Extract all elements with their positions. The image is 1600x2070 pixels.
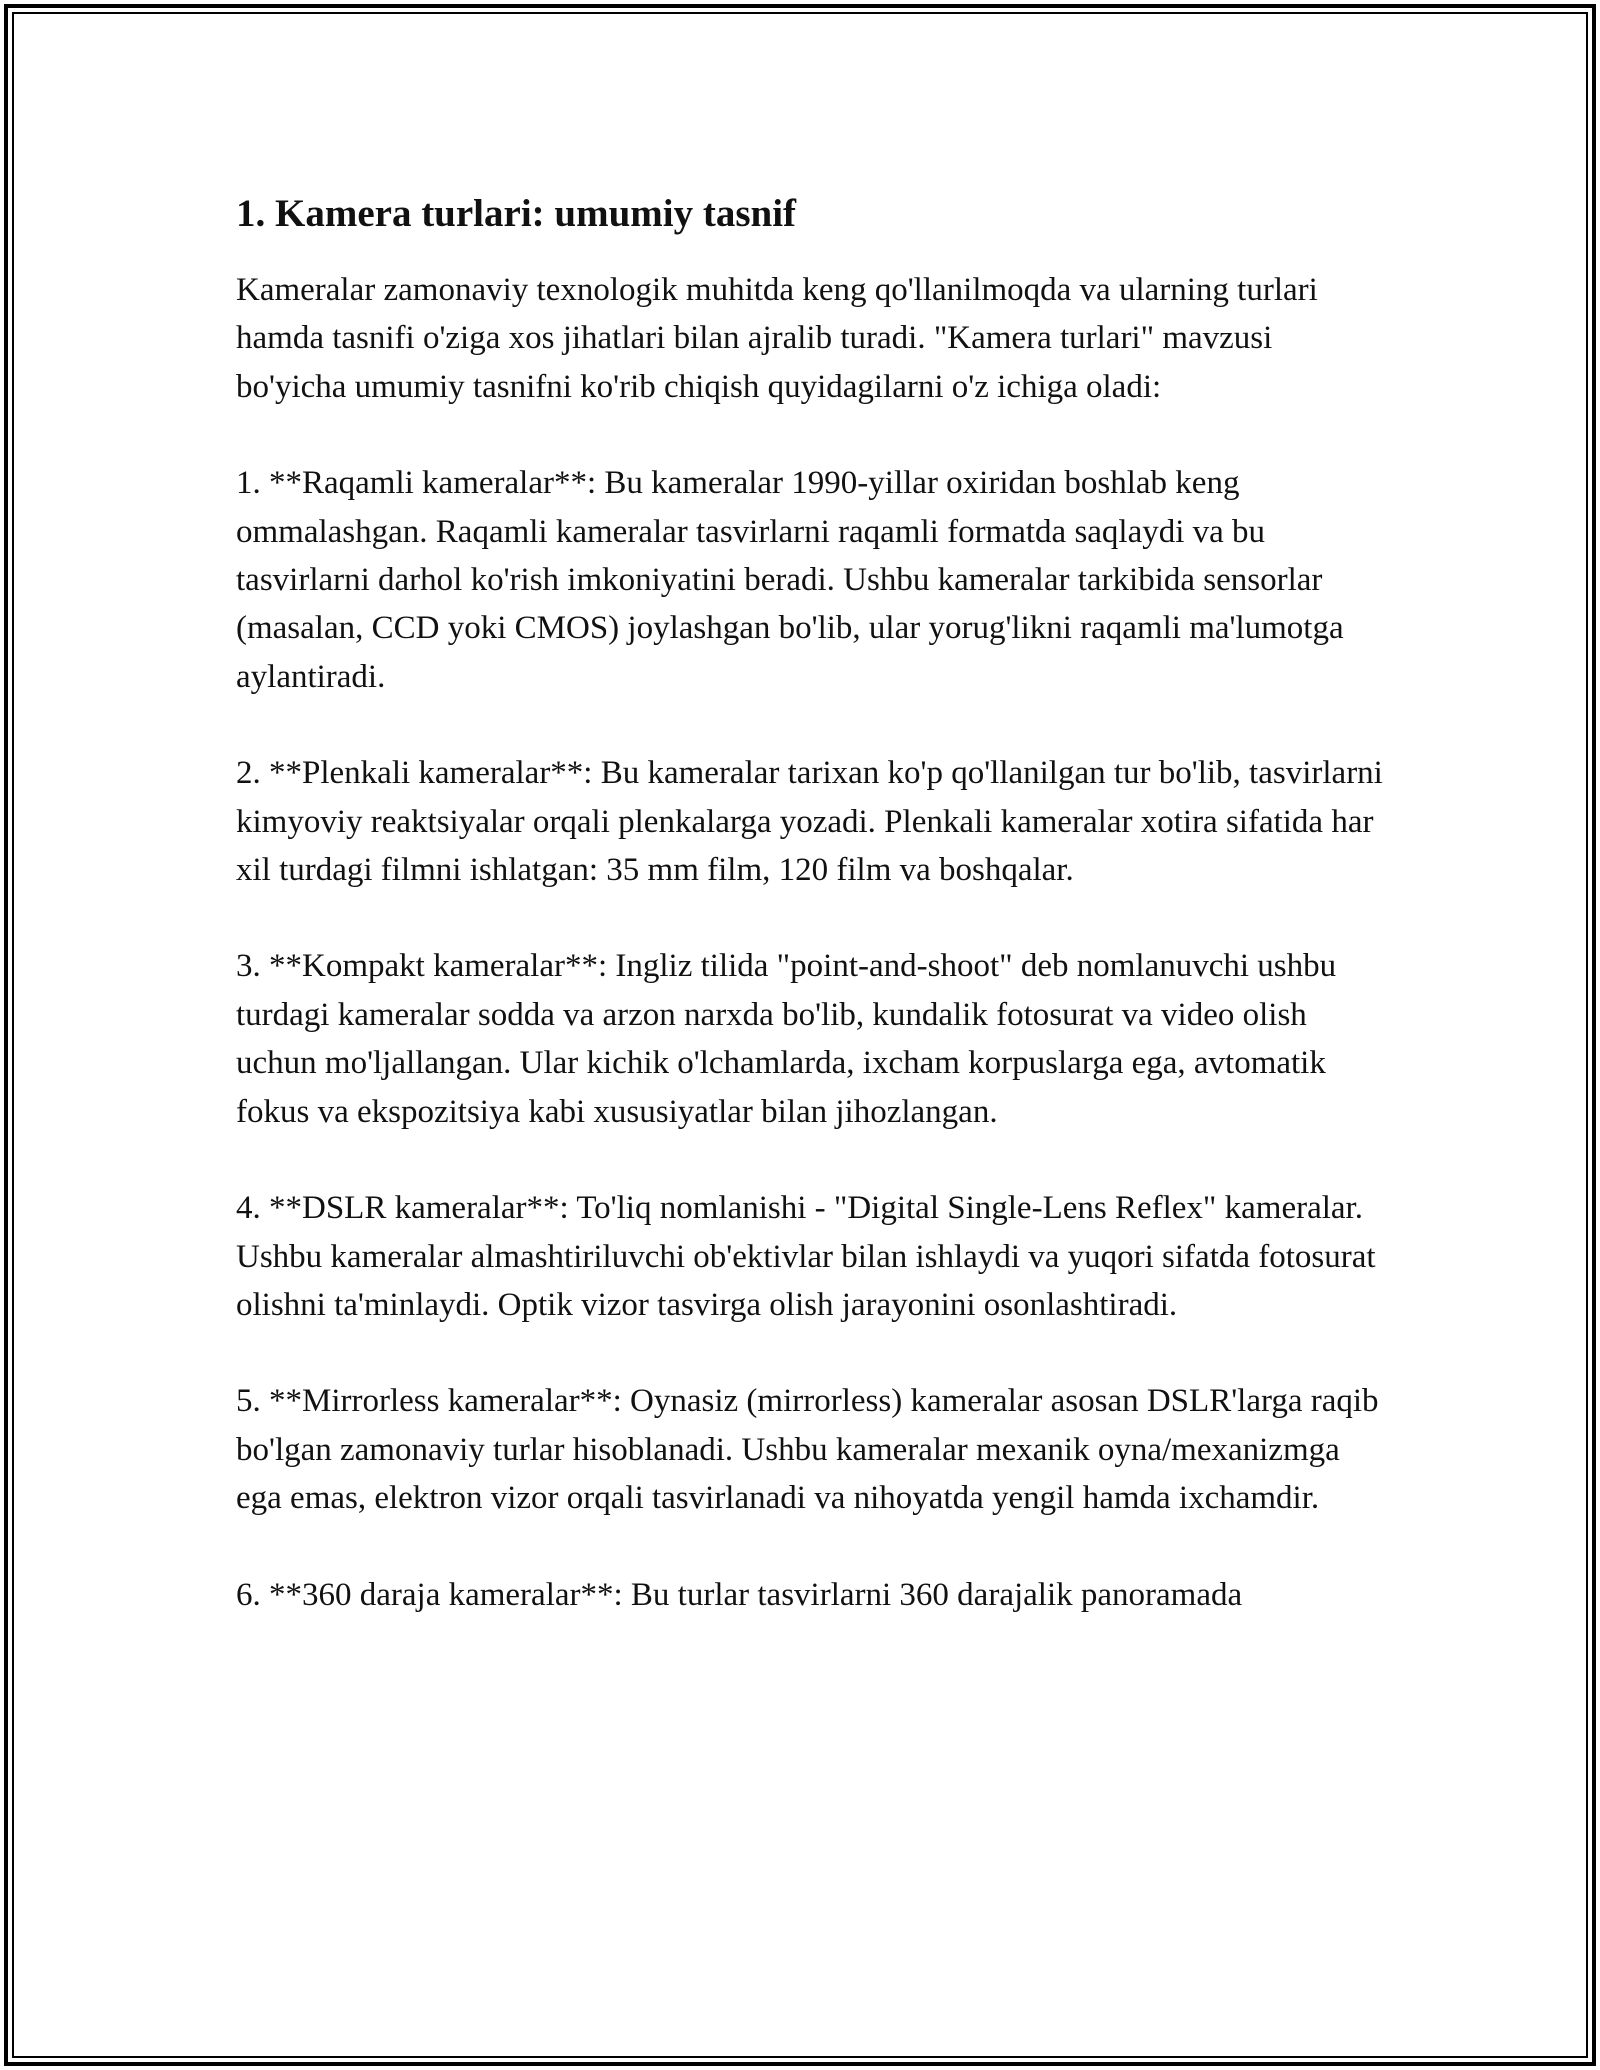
paragraph-360-cameras: 6. **360 daraja kameralar**: Bu turlar tasvirlarni 360 darajalik panoramada [236, 1576, 1243, 1613]
paragraph-dslr-cameras: 4. **DSLR kameralar**: To'liq nomlanishi - "Digital Single-Lens Reflex" kameralar. Ushbu kameralar almashtiriluvchi ob'ektivlar bilan ishlaydi va yuqori sifatda fotosurat olishni ta'minlaydi. Optik vizor tasvirga olish jarayonini osonlashtiradi. [236, 1190, 1376, 1323]
paragraph-compact-cameras: 3. **Kompakt kameralar**: Ingliz tilida "point-and-shoot" deb nomlanuvchi ushbu turdagi kameralar sodda va arzon narxda bo'lib, kundalik fotosurat va video olish uchun mo'ljallangan. Ular kichik o'lchamlarda, ixcham korpuslarga ega, avtomatik fokus va ekspozitsiya kabi xususiyatlar bilan jihozlangan. [236, 948, 1337, 1130]
intro-paragraph: Kameralar zamonaviy texnologik muhitda keng qo'llanilmoqda va ularning turlari hamda tasnifi o'ziga xos jihatlari bilan ajralib turadi. "Kamera turlari" mavzusi bo'yicha umumiy tasnifni ko'rib chiqish quyidagilarni o'z ichiga oladi: [236, 272, 1318, 405]
document-page [236, 186, 1386, 1619]
paragraph-mirrorless-cameras: 5. **Mirrorless kameralar**: Oynasiz (mirrorless) kameralar asosan DSLR'larga raqib bo'lgan zamonaviy turlar hisoblanadi. Ushbu kameralar mexanik oyna/mexanizmga ega emas, elektron vizor orqali tasvirlanadi va nihoyatda yengil hamda ixchamdir. [236, 1383, 1379, 1517]
paragraph-film-cameras: 2. **Plenkali kameralar**: Bu kameralar tarixan ko'p qo'llanilgan tur bo'lib, tasvirlarni kimyoviy reaktsiyalar orqali plenkalarga yozadi. Plenkali kameralar xotira sifatida har xil turdagi filmni ishlatgan: 35 mm film, 120 film va boshqalar. [236, 755, 1383, 889]
document-title: 1. Kamera turlari: umumiy tasnif [236, 192, 797, 235]
paragraph-digital-cameras: 1. **Raqamli kameralar**: Bu kameralar 1990-yillar oxiridan boshlab keng ommalashgan. Raqamli kameralar tasvirlarni raqamli formatda saqlaydi va bu tasvirlarni darhol ko'rish imkoniyatini beradi. Ushbu kameralar tarkibida sensorlar (masalan, CCD yoki CMOS) joylashgan bo'lib, ular yorug'likni raqamli ma'lumotga aylantiradi. [236, 465, 1344, 695]
